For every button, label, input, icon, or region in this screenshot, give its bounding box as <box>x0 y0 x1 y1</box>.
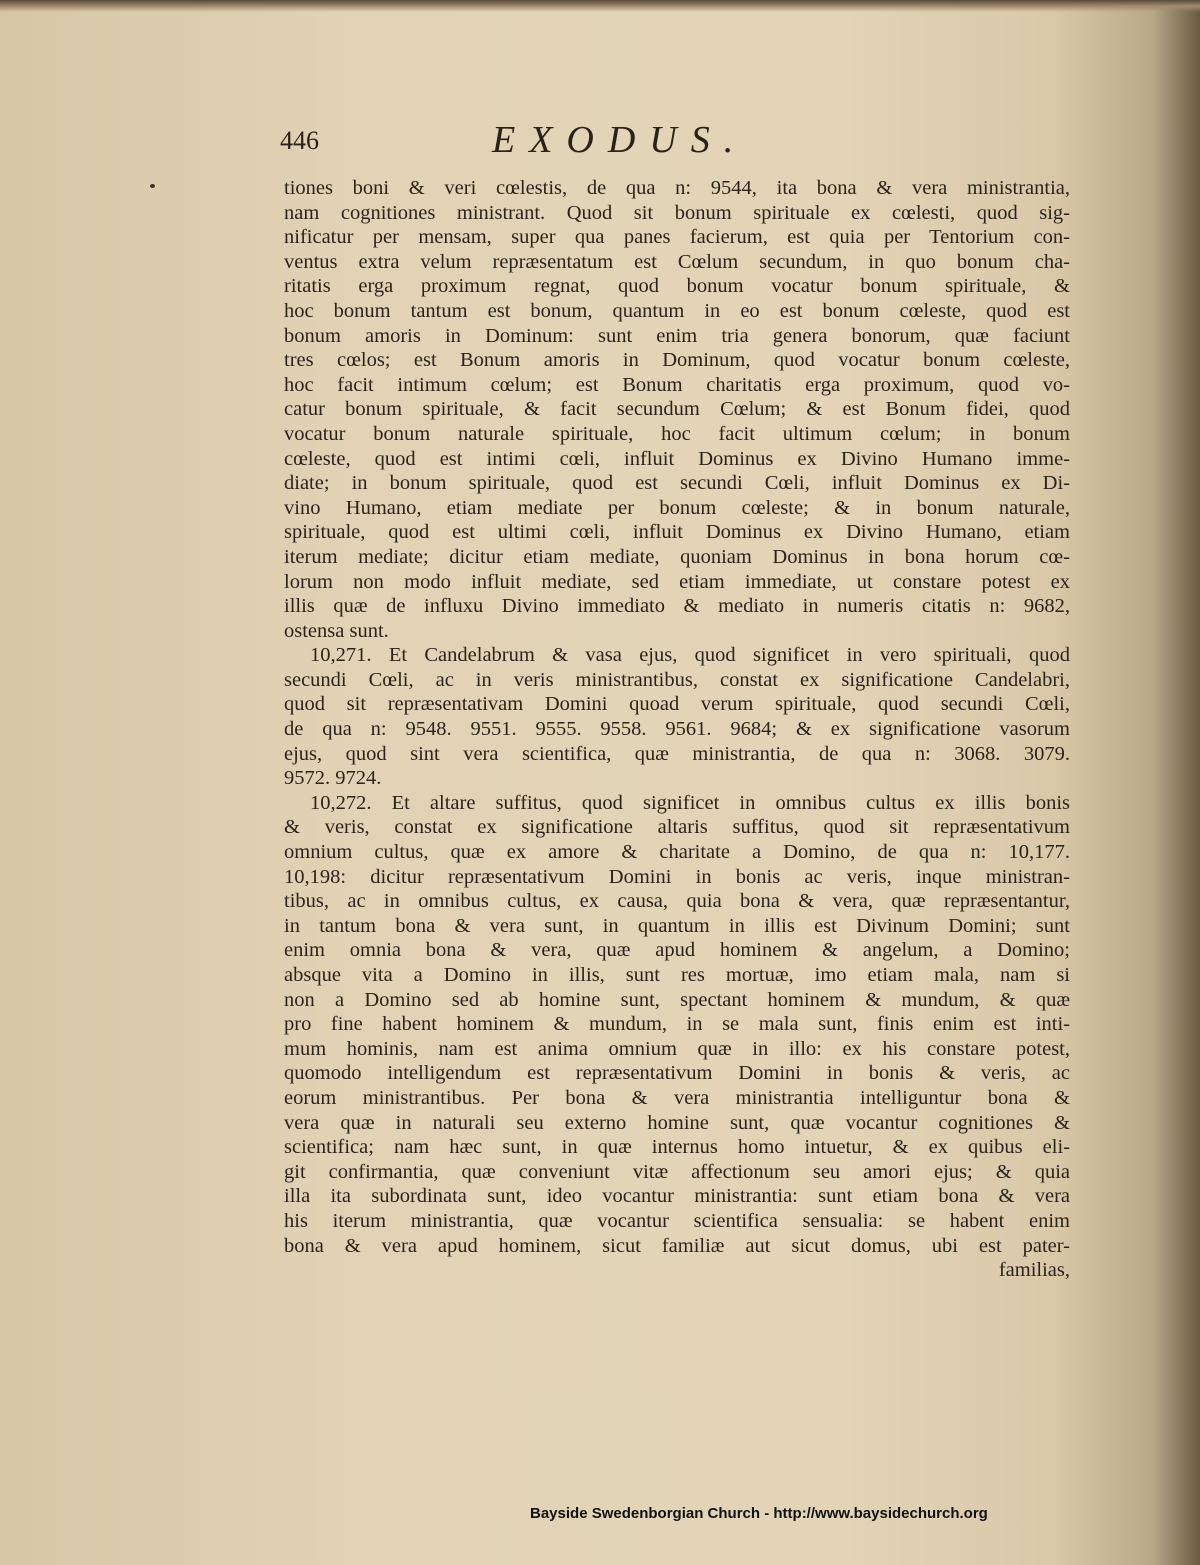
text-line: tres cœlos; est Bonum amoris in Dominum, quod vocatur bonum cœleste, <box>284 349 1070 372</box>
text-line: catur bonum spirituale, & facit secundum Cœlum; & est Bonum fidei, quod <box>284 398 1070 421</box>
text-line: eorum ministrantibus. Per bona & vera ministrantia intelliguntur bona & <box>284 1086 1070 1109</box>
text-line: vino Humano, etiam mediate per bonum cœleste; & in bonum naturale, <box>284 496 1070 519</box>
page-top-edge <box>0 0 1200 12</box>
text-line: in tantum bona & vera sunt, in quantum in illis est Divinum Domini; sunt <box>284 914 1070 937</box>
text-line: his iterum ministrantia, quæ vocantur scientifica sensualia: se habent enim <box>284 1209 1070 1232</box>
ink-speck <box>150 184 155 188</box>
text-line: pro fine habent hominem & mundum, in se mala sunt, finis enim est inti- <box>284 1013 1070 1036</box>
text-line: omnium cultus, quæ ex amore & charitate a Domino, de qua n: 10,177. <box>284 841 1070 864</box>
text-line: bona & vera apud hominem, sicut familiæ aut sicut domus, ubi est pater- <box>284 1234 1070 1257</box>
text-line: tibus, ac in omnibus cultus, ex causa, quia bona & vera, quæ repræsentantur, <box>284 890 1070 913</box>
text-line: mum hominis, nam est anima omnium quæ in illo: ex his constare potest, <box>284 1037 1070 1060</box>
text-line: ritatis erga proximum regnat, quod bonum vocatur bonum spirituale, & <box>284 275 1070 298</box>
text-line: illa ita subordinata sunt, ideo vocantur ministrantia: sunt etiam bona & vera <box>284 1185 1070 1208</box>
text-line: nam cognitiones ministrant. Quod sit bonum spirituale ex cœlesti, quod sig- <box>284 201 1070 224</box>
text-line: 10,272. Et altare suffitus, quod significet in omnibus cultus ex illis bonis <box>310 791 1070 814</box>
page-header <box>280 118 1070 168</box>
text-line: quomodo intelligendum est repræsentativum Domini in bonis & veris, ac <box>284 1062 1070 1085</box>
catchword: familias, <box>998 1259 1070 1282</box>
text-line: vocatur bonum naturale spirituale, hoc facit ultimum cœlum; in bonum <box>284 422 1070 445</box>
text-line: de qua n: 9548. 9551. 9555. 9558. 9561. 9684; & ex significatione vasorum <box>284 718 1070 741</box>
text-line: lorum non modo influit mediate, sed etiam immediate, ut constare potest ex <box>284 570 1070 593</box>
page-number: 446 <box>280 126 319 155</box>
body-text <box>284 176 1070 1283</box>
text-line: diate; in bonum spirituale, quod est secundi Cœli, influit Dominus ex Di- <box>284 472 1070 495</box>
text-line: ostensa sunt. <box>284 619 389 642</box>
text-line: nificatur per mensam, super qua panes facierum, est quia per Tentorium con- <box>284 226 1070 249</box>
text-line: spirituale, quod est ultimi cœli, influit Dominus ex Divino Humano, etiam <box>284 521 1070 544</box>
text-line: absque vita a Domino in illis, sunt res mortuæ, imo etiam mala, nam si <box>284 964 1070 986</box>
text-line: hoc facit intimum cœlum; est Bonum charitatis erga proximum, quod vo- <box>284 373 1070 396</box>
text-line: git confirmantia, quæ conveniunt vitæ affectionum seu amori ejus; & quia <box>284 1160 1070 1183</box>
text-line: 9572. 9724. <box>284 767 382 790</box>
running-title: EXODUS. <box>492 119 748 161</box>
text-line: cœleste, quod est intimi cœli, influit Dominus ex Divino Humano imme- <box>284 447 1070 470</box>
text-line: ejus, quod sint vera scientifica, quæ ministrantia, de qua n: 3068. 3079. <box>284 742 1070 765</box>
text-line: bonum amoris in Dominum: sunt enim tria genera bonorum, quæ faciunt <box>284 324 1070 347</box>
text-line: iterum mediate; dicitur etiam mediate, quoniam Dominus in bona horum cœ- <box>284 545 1070 568</box>
text-line: ventus extra velum repræsentatum est Cœlum secundum, in quo bonum cha- <box>284 250 1070 273</box>
text-line: enim omnia bona & vera, quæ apud hominem & angelum, a Domino; <box>284 939 1070 962</box>
text-line: hoc bonum tantum est bonum, quantum in eo est bonum cœleste, quod est <box>284 299 1070 322</box>
text-line: secundi Cœli, ac in veris ministrantibus, constat ex significatione Candelabri, <box>284 668 1070 691</box>
text-line: 10,198: dicitur repræsentativum Domini in bonis ac veris, inque ministran- <box>284 865 1070 888</box>
text-line: quod sit repræsentativam Domini quoad verum spirituale, quod secundi Cœli, <box>284 693 1070 716</box>
text-line: non a Domino sed ab homine sunt, spectant hominem & mundum, & quæ <box>284 988 1070 1011</box>
text-line: 10,271. Et Candelabrum & vasa ejus, quod significet in vero spirituali, quod <box>310 644 1070 667</box>
text-line: & veris, constat ex significatione altaris suffitus, quod sit repræsentativum <box>284 816 1070 839</box>
text-line: illis quæ de influxu Divino immediato & mediato in numeris citatis n: 9682, <box>284 595 1070 618</box>
text-line: vera quæ in naturali seu externo homine sunt, quæ vocantur cognitiones & <box>284 1111 1070 1134</box>
footer-credit: Bayside Swedenborgian Church - http://www.baysidechurch.org <box>530 1505 988 1522</box>
text-line: scientifica; nam hæc sunt, in quæ internus homo intuetur, & ex quibus eli- <box>284 1136 1070 1159</box>
text-line: tiones boni & veri cœlestis, de qua n: 9544, ita bona & vera ministrantia, <box>284 177 1070 199</box>
